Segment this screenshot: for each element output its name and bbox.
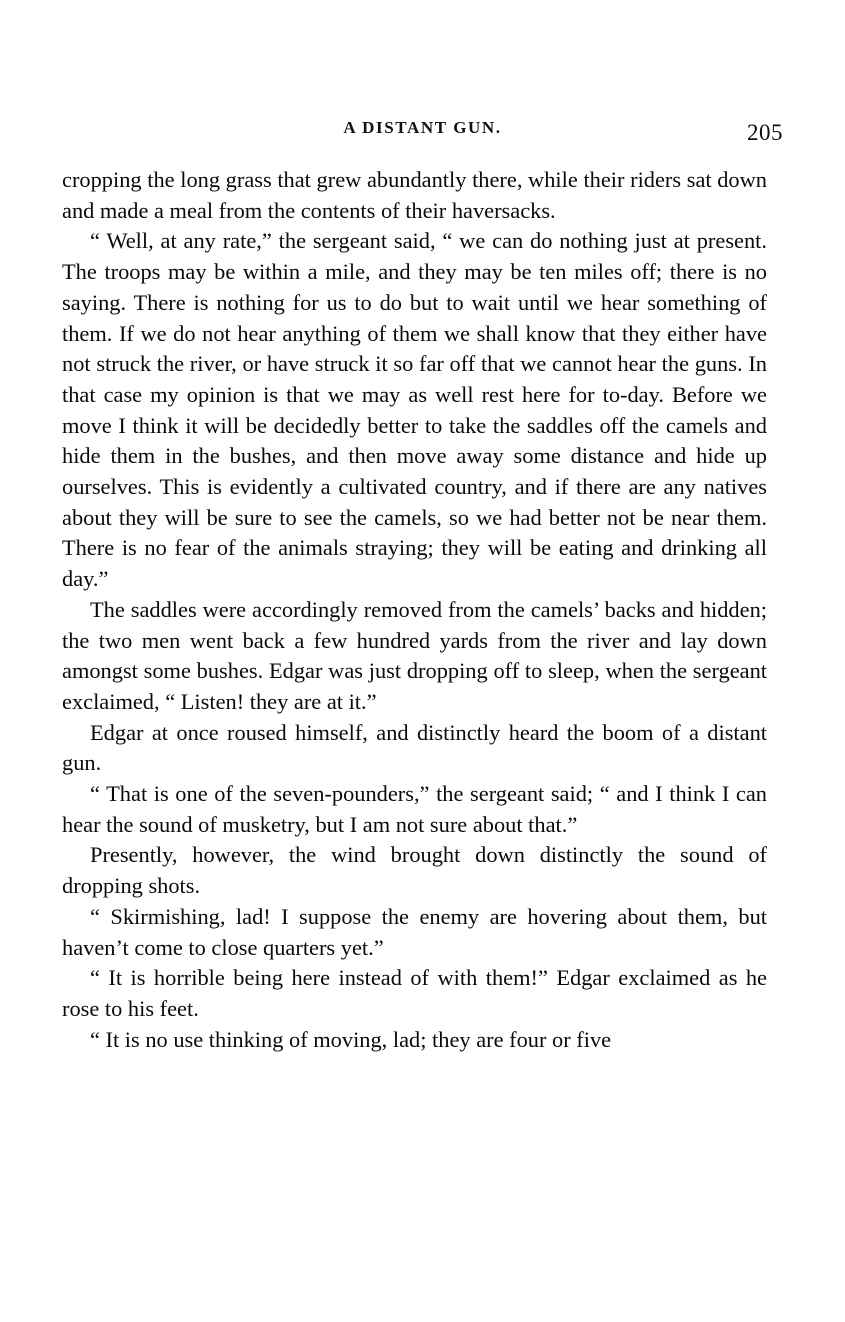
paragraph: “ It is no use thinking of moving, lad; they are four or five bbox=[90, 1026, 612, 1052]
running-head: A DISTANT GUN. bbox=[343, 118, 502, 137]
page-header bbox=[62, 118, 783, 144]
paragraph: cropping the long grass that grew abundantly there, while their riders sat down and made a meal from the contents of their haversacks. bbox=[62, 167, 767, 223]
paragraph: “ Skirmishing, lad! I suppose the enemy are hovering about them, but haven’t come to close quarters yet.” bbox=[62, 903, 767, 960]
paragraph: “ It is horrible being here instead of with them!” Edgar exclaimed as he rose to his feet. bbox=[62, 965, 767, 1021]
paragraph: Edgar at once roused himself, and distinctly heard the boom of a distant gun. bbox=[62, 719, 767, 776]
paragraph: “ Well, at any rate,” the sergeant said, “ we can do nothing just at present. The troops may be within a mile, and they may be ten miles off; there is no saying. There is nothing for us to do but to wait until we hear something of them. If we do not hear anything of them we shall know that they either have not struck the river, or have struck it so far off that we cannot hear the guns. In that case my opinion is that we may as well rest here for to-day. Before we move I think it will be decidedly better to take the saddles off the camels and hide them in the bushes, and then move away some distance and hide up ourselves. This is evidently a cultivated country, and if there are any natives about they will be sure to see the camels, so we had better not be near them. There is no fear of the animals straying; they will be eating and drinking all day.” bbox=[62, 228, 767, 592]
paragraph: Presently, however, the wind brought down distinctly the sound of dropping shots. bbox=[62, 842, 767, 899]
paragraph: The saddles were accordingly removed from the camels’ backs and hidden; the two men went back a few hundred yards from the river and lay down amongst some bushes. Edgar was just dropping off to sleep, when the sergeant exclaimed, “ Listen! they are at it.” bbox=[62, 596, 767, 714]
body-text bbox=[62, 165, 767, 1055]
page-number: 205 bbox=[747, 120, 783, 145]
paragraph: “ That is one of the seven-pounders,” the sergeant said; “ and I think I can hear the sound of musketry, but I am not sure about that.” bbox=[62, 781, 767, 837]
